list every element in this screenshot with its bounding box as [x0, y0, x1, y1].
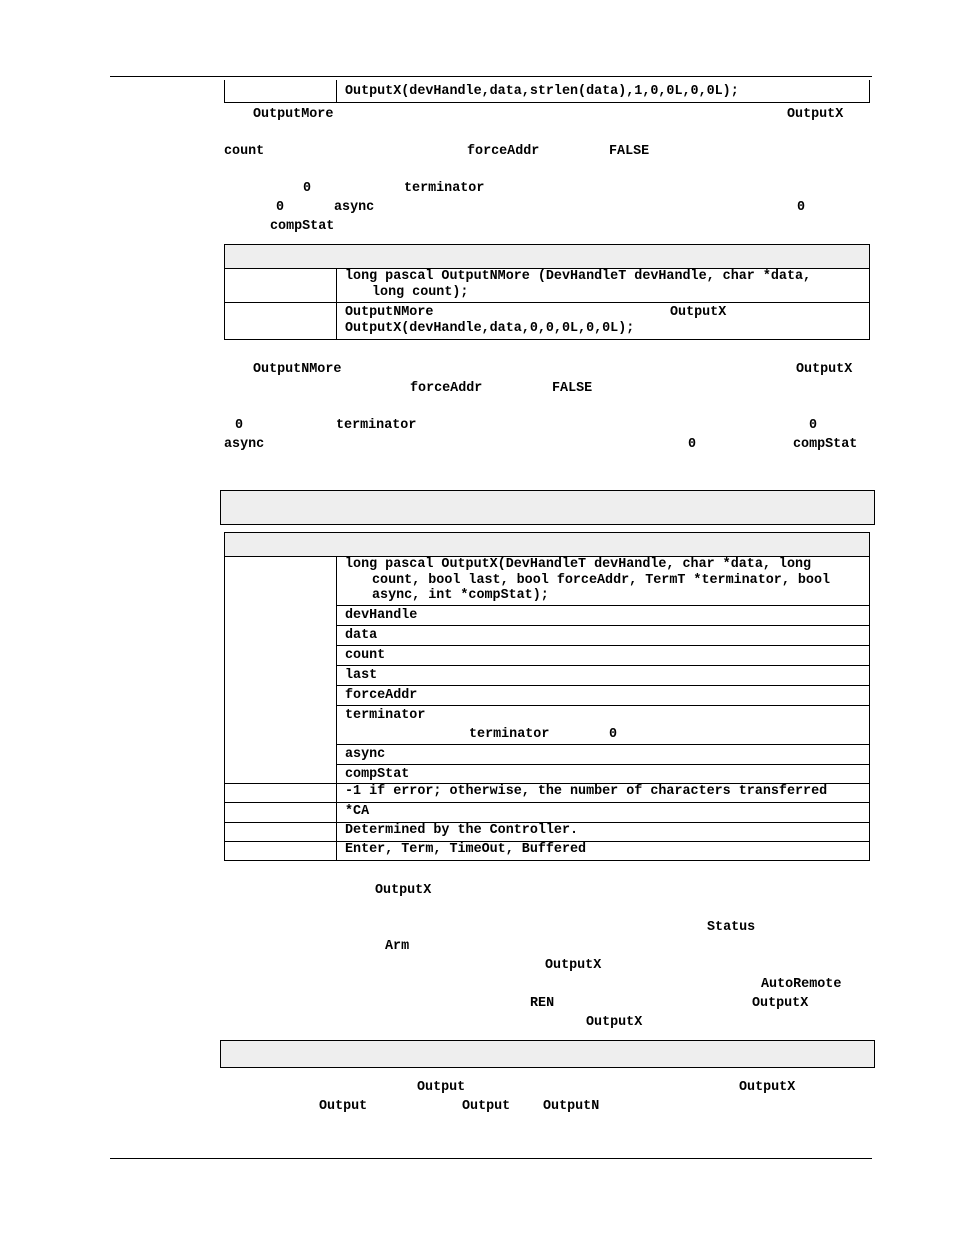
states-value: Enter, Term, TimeOut, Buffered	[345, 842, 587, 857]
note-heading-box	[220, 1040, 875, 1068]
code-term: OutputX	[586, 1015, 643, 1030]
code-term: Output	[417, 1080, 466, 1095]
equivalent-code: OutputX(devHandle,data,0,0,0L,0,0L);	[345, 321, 635, 336]
code-term: REN	[530, 996, 555, 1011]
syntax-line: long count);	[372, 285, 469, 300]
code-term: 0	[797, 200, 806, 215]
code-term: terminator	[469, 727, 550, 742]
code-term: 0	[303, 181, 312, 196]
code-term: OutputX	[739, 1080, 796, 1095]
code-term: OutputMore	[253, 107, 334, 122]
param-data: data	[345, 628, 378, 643]
code-term: forceAddr	[467, 144, 540, 159]
timing-value: Determined by the Controller.	[345, 823, 579, 838]
code-term: FALSE	[609, 144, 650, 159]
code-term: 0	[609, 727, 618, 742]
code-term: OutputX	[796, 362, 853, 377]
code-term: 0	[276, 200, 285, 215]
code-term: OutputN	[543, 1099, 600, 1114]
param-devhandle: devHandle	[345, 608, 418, 623]
code-term: OutputX	[375, 883, 432, 898]
syntax-line: long pascal OutputX(DevHandleT devHandle, char *data, long	[345, 557, 812, 572]
code-term: OutputX	[752, 996, 809, 1011]
code-term: forceAddr	[410, 381, 483, 396]
table-header-row	[224, 532, 870, 557]
code-term: OutputX	[787, 107, 844, 122]
code-term: terminator	[404, 181, 485, 196]
code-term: FALSE	[552, 381, 593, 396]
syntax-line: async, int *compStat);	[372, 588, 549, 603]
code-term: OutputX	[545, 958, 602, 973]
code-term: async	[334, 200, 375, 215]
table-header-row	[224, 244, 870, 269]
param-count: count	[345, 648, 386, 663]
code-term: Status	[707, 920, 756, 935]
param-last: last	[345, 668, 378, 683]
code-term: 0	[688, 437, 697, 452]
param-terminator: terminator	[345, 708, 426, 723]
command-value: *CA	[345, 804, 370, 819]
param-async: async	[345, 747, 386, 762]
code-term: OutputNMore	[345, 305, 434, 320]
code-term: Arm	[385, 939, 410, 954]
code-term: 0	[235, 418, 244, 433]
code-term: count	[224, 144, 265, 159]
footer-rule	[110, 1158, 872, 1159]
code-term: Output	[319, 1099, 368, 1114]
returns-value: -1 if error; otherwise, the number of characters transferred	[345, 784, 828, 799]
param-compstat: compStat	[345, 767, 410, 782]
code-term: OutputX	[670, 305, 727, 320]
code-term: compStat	[793, 437, 858, 452]
code-term: AutoRemote	[761, 977, 842, 992]
section-heading-box	[220, 490, 875, 525]
code-term: async	[224, 437, 265, 452]
param-forceaddr: forceAddr	[345, 688, 418, 703]
syntax-line: count, bool last, bool forceAddr, TermT *terminator, bool	[372, 573, 831, 588]
syntax-line: long pascal OutputNMore (DevHandleT devHandle, char *data,	[345, 269, 812, 284]
code-term: OutputNMore	[253, 362, 342, 377]
code-term: compStat	[270, 219, 335, 234]
top-table-code: OutputX(devHandle,data,strlen(data),1,0,0L,0,0L);	[345, 84, 739, 99]
code-term: Output	[462, 1099, 511, 1114]
header-rule	[110, 76, 872, 77]
code-term: 0	[809, 418, 818, 433]
code-term: terminator	[336, 418, 417, 433]
